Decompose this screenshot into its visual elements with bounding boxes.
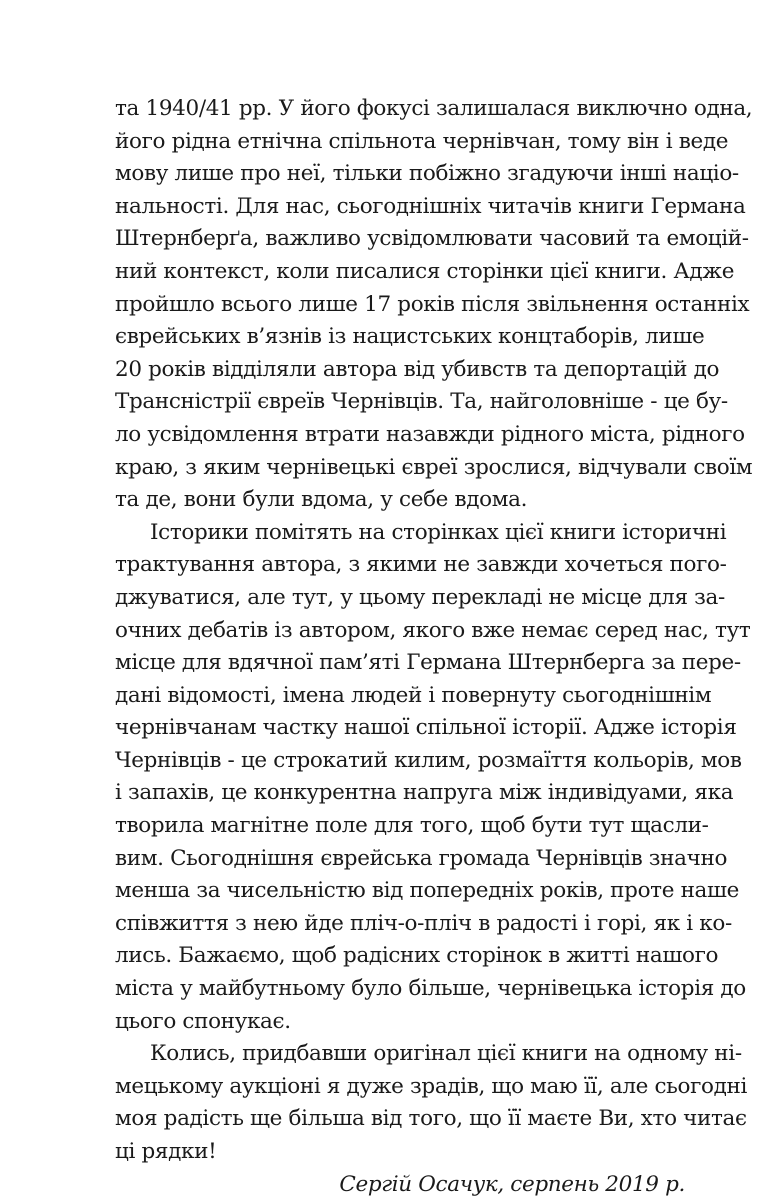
text-line: вим. Сьогоднішня єврейська громада Чернівців значно (115, 845, 728, 871)
text-line: Трансністрії євреїв Чернівців. Та, найголовніше - це бу- (115, 389, 728, 415)
text-line: пройшло всього лише 17 років після звільнення останніх (115, 291, 750, 317)
text-line: Колись, придбавши оригінал цієї книги на одному ні- (150, 1041, 742, 1067)
text-line: співжиття з нею йде пліч-о-пліч в радості і горі, як і ко- (115, 910, 732, 936)
text-line: творила магнітне поле для того, щоб бути тут щасли- (115, 813, 709, 839)
text-line: та де, вони були вдома, у себе вдома. (115, 487, 528, 513)
text-line: мецькому аукціоні я дуже зрадів, що маю її, але сьогодні (115, 1073, 748, 1099)
text-line: мову лише про неї, тільки побіжно згадуючи інші націо- (115, 161, 739, 187)
text-line: джуватися, але тут, у цьому перекладі не місце для за- (115, 584, 725, 610)
text-line: єврейських в’язнів із нацистських концтаборів, лише (115, 324, 705, 350)
text-line: очних дебатів із автором, якого вже немає серед нас, тут (115, 617, 751, 643)
text-line: міста у майбутньому було більше, чернівецька історія до (115, 976, 746, 1002)
text-line: ці рядки! (115, 1139, 217, 1164)
text-line: ний контекст, коли писалися сторінки цієї книги. Адже (115, 258, 735, 284)
text-line: чернівчанам частку нашої спільної історії. Адже історія (115, 715, 737, 741)
text-line: нальності. Для нас, сьогоднішніх читачів книги Германа (115, 193, 746, 219)
author-signature: Сергій Осачук, серпень 2019 р. (339, 1171, 685, 1197)
text-line: цього спонукає. (115, 1008, 291, 1034)
text-line: трактування автора, з якими не завжди хочеться пого- (115, 552, 727, 578)
text-line: моя радість ще більша від того, що її маєте Ви, хто читає (115, 1106, 747, 1132)
paragraph-1 (115, 93, 753, 517)
text-line: Чернівців - це строкатий килим, розмаїття кольорів, мов (115, 747, 742, 773)
text-line: краю, з яким чернівецькі євреї зрослися, відчували своїм (115, 454, 753, 480)
text-line: Історики помітять на сторінках цієї книги історичні (150, 519, 727, 545)
page-body (115, 93, 753, 1201)
text-line: Штернберґа, важливо усвідомлювати часовий та емоцій- (115, 226, 749, 252)
text-line: 20 років відділяли автора від убивств та депортацій до (115, 356, 720, 382)
text-line: та 1940/41 рр. У його фокусі залишалася виключно одна, (115, 96, 753, 121)
text-line: і запахів, це конкурентна напруга між індивідуами, яка (115, 780, 734, 806)
text-line: лись. Бажаємо, щоб радісних сторінок в житті нашого (115, 943, 719, 969)
text-line: дані відомості, імена людей і повернуту сьогоднішнім (115, 682, 712, 708)
text-line: його рідна етнічна спільнота чернівчан, тому він і веде (115, 128, 729, 154)
paragraph-3 (115, 1038, 748, 1168)
paragraph-2 (115, 517, 751, 1039)
text-line: місце для вдячної пам’яті Германа Штернберга за пере- (115, 650, 741, 676)
text-line: ло усвідомлення втрати назавжди рідного міста, рідного (115, 421, 745, 447)
text-line: менша за чисельністю від попередніх років, проте наше (115, 878, 740, 904)
